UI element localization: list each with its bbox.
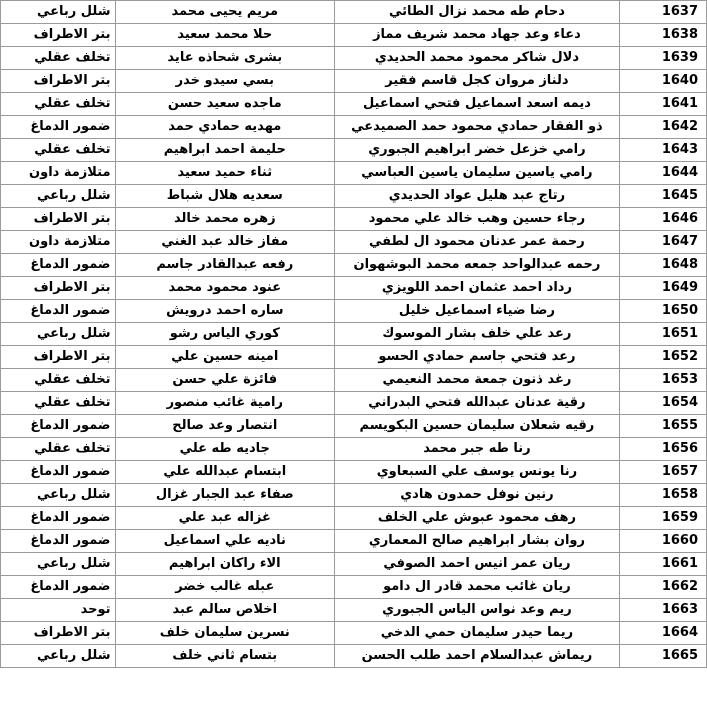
mother-name-cell: عبله غالب خضر xyxy=(115,576,335,599)
table-row xyxy=(1,47,707,70)
condition-cell: تخلف عقلي xyxy=(1,93,116,116)
mother-name-cell: ابتسام عبدالله علي xyxy=(115,461,335,484)
table-row xyxy=(1,300,707,323)
condition-cell: توحد xyxy=(1,599,116,622)
mother-name-cell: رفعه عبدالقادر جاسم xyxy=(115,254,335,277)
condition-cell: تخلف عقلي xyxy=(1,392,116,415)
full-name-cell: رتاج عبد هليل عواد الحديدي xyxy=(335,185,620,208)
record-number-cell: 1639 xyxy=(619,47,706,70)
mother-name-cell: ناديه علي اسماعيل xyxy=(115,530,335,553)
full-name-cell: رنا طه جبر محمد xyxy=(335,438,620,461)
table-row xyxy=(1,369,707,392)
table-row xyxy=(1,277,707,300)
mother-name-cell: سعديه هلال شباط xyxy=(115,185,335,208)
full-name-cell: دحام طه محمد نزال الطائي xyxy=(335,1,620,24)
full-name-cell: رحمه عبدالواحد جمعه محمد البوشهوان xyxy=(335,254,620,277)
full-name-cell: رنين نوفل حمدون هادي xyxy=(335,484,620,507)
record-number-cell: 1662 xyxy=(619,576,706,599)
mother-name-cell: انتصار وعد صالح xyxy=(115,415,335,438)
mother-name-cell: مهديه حمادي حمد xyxy=(115,116,335,139)
record-number-cell: 1642 xyxy=(619,116,706,139)
records-table-body xyxy=(1,1,707,668)
mother-name-cell: بسي سيدو خدر xyxy=(115,70,335,93)
full-name-cell: دلال شاكر محمود محمد الحديدي xyxy=(335,47,620,70)
table-row xyxy=(1,484,707,507)
full-name-cell: رداد احمد عثمان احمد اللويزي xyxy=(335,277,620,300)
table-row xyxy=(1,507,707,530)
condition-cell: ضمور الدماغ xyxy=(1,116,116,139)
condition-cell: ضمور الدماغ xyxy=(1,576,116,599)
record-number-cell: 1660 xyxy=(619,530,706,553)
condition-cell: شلل رباعي xyxy=(1,323,116,346)
table-row xyxy=(1,208,707,231)
record-number-cell: 1649 xyxy=(619,277,706,300)
full-name-cell: ريما حيدر سليمان حمي الدخي xyxy=(335,622,620,645)
full-name-cell: ريم وعد نواس الياس الجبوري xyxy=(335,599,620,622)
table-row xyxy=(1,116,707,139)
condition-cell: متلازمة داون xyxy=(1,231,116,254)
condition-cell: تخلف عقلي xyxy=(1,47,116,70)
condition-cell: ضمور الدماغ xyxy=(1,507,116,530)
full-name-cell: رنا يونس يوسف علي السبعاوي xyxy=(335,461,620,484)
record-number-cell: 1655 xyxy=(619,415,706,438)
full-name-cell: رغد ذنون جمعة محمد النعيمي xyxy=(335,369,620,392)
condition-cell: بتر الاطراف xyxy=(1,346,116,369)
mother-name-cell: ثناء حميد سعيد xyxy=(115,162,335,185)
record-number-cell: 1654 xyxy=(619,392,706,415)
full-name-cell: رحمة عمر عدنان محمود ال لطفي xyxy=(335,231,620,254)
record-number-cell: 1663 xyxy=(619,599,706,622)
record-number-cell: 1659 xyxy=(619,507,706,530)
mother-name-cell: جاديه طه علي xyxy=(115,438,335,461)
mother-name-cell: حلا محمد سعيد xyxy=(115,24,335,47)
table-row xyxy=(1,461,707,484)
condition-cell: ضمور الدماغ xyxy=(1,461,116,484)
full-name-cell: رعد فتحي جاسم حمادي الحسو xyxy=(335,346,620,369)
table-row xyxy=(1,24,707,47)
mother-name-cell: امينه حسين علي xyxy=(115,346,335,369)
record-number-cell: 1645 xyxy=(619,185,706,208)
mother-name-cell: ماجده سعيد حسن xyxy=(115,93,335,116)
full-name-cell: روان بشار ابراهيم صالح المعماري xyxy=(335,530,620,553)
table-row xyxy=(1,323,707,346)
table-row xyxy=(1,645,707,668)
table-row xyxy=(1,185,707,208)
record-number-cell: 1641 xyxy=(619,93,706,116)
full-name-cell: رجاء حسين وهب خالد علي محمود xyxy=(335,208,620,231)
condition-cell: بتر الاطراف xyxy=(1,208,116,231)
condition-cell: بتر الاطراف xyxy=(1,622,116,645)
full-name-cell: ريان عمر انيس احمد الصوفي xyxy=(335,553,620,576)
record-number-cell: 1637 xyxy=(619,1,706,24)
full-name-cell: ريان غائب محمد قادر ال دامو xyxy=(335,576,620,599)
record-number-cell: 1646 xyxy=(619,208,706,231)
condition-cell: بتر الاطراف xyxy=(1,277,116,300)
record-number-cell: 1653 xyxy=(619,369,706,392)
table-row xyxy=(1,93,707,116)
mother-name-cell: ساره احمد درويش xyxy=(115,300,335,323)
condition-cell: ضمور الدماغ xyxy=(1,300,116,323)
record-number-cell: 1640 xyxy=(619,70,706,93)
full-name-cell: ذو الفقار حمادي محمود حمد الصميدعي xyxy=(335,116,620,139)
table-row xyxy=(1,622,707,645)
table-row xyxy=(1,415,707,438)
full-name-cell: دلناز مروان كجل قاسم فقير xyxy=(335,70,620,93)
mother-name-cell: مريم يحيى محمد xyxy=(115,1,335,24)
table-row xyxy=(1,231,707,254)
mother-name-cell: صفاء عبد الجبار غزال xyxy=(115,484,335,507)
condition-cell: ضمور الدماغ xyxy=(1,254,116,277)
full-name-cell: رقيه شعلان سليمان حسين البكويسم xyxy=(335,415,620,438)
condition-cell: تخلف عقلي xyxy=(1,139,116,162)
table-row xyxy=(1,346,707,369)
record-number-cell: 1652 xyxy=(619,346,706,369)
mother-name-cell: الاء راكان ابراهيم xyxy=(115,553,335,576)
record-number-cell: 1651 xyxy=(619,323,706,346)
condition-cell: بتر الاطراف xyxy=(1,24,116,47)
mother-name-cell: حليمة احمد ابراهيم xyxy=(115,139,335,162)
full-name-cell: رهف محمود عبوش علي الخلف xyxy=(335,507,620,530)
table-row xyxy=(1,392,707,415)
full-name-cell: ريماش عبدالسلام احمد طلب الحسن xyxy=(335,645,620,668)
record-number-cell: 1650 xyxy=(619,300,706,323)
condition-cell: تخلف عقلي xyxy=(1,369,116,392)
record-number-cell: 1648 xyxy=(619,254,706,277)
table-row xyxy=(1,254,707,277)
record-number-cell: 1661 xyxy=(619,553,706,576)
record-number-cell: 1664 xyxy=(619,622,706,645)
table-row xyxy=(1,530,707,553)
record-number-cell: 1647 xyxy=(619,231,706,254)
condition-cell: شلل رباعي xyxy=(1,553,116,576)
record-number-cell: 1656 xyxy=(619,438,706,461)
mother-name-cell: مفاز خالد عبد الغني xyxy=(115,231,335,254)
full-name-cell: رامي خزعل خضر ابراهيم الجبوري xyxy=(335,139,620,162)
condition-cell: شلل رباعي xyxy=(1,484,116,507)
condition-cell: شلل رباعي xyxy=(1,185,116,208)
record-number-cell: 1643 xyxy=(619,139,706,162)
record-number-cell: 1638 xyxy=(619,24,706,47)
mother-name-cell: كوري الياس رشو xyxy=(115,323,335,346)
condition-cell: متلازمة داون xyxy=(1,162,116,185)
table-row xyxy=(1,438,707,461)
full-name-cell: رقية عدنان عبدالله فتحي البدراني xyxy=(335,392,620,415)
table-row xyxy=(1,1,707,24)
full-name-cell: رضا ضياء اسماعيل خليل xyxy=(335,300,620,323)
condition-cell: شلل رباعي xyxy=(1,645,116,668)
record-number-cell: 1658 xyxy=(619,484,706,507)
table-row xyxy=(1,599,707,622)
table-row xyxy=(1,553,707,576)
mother-name-cell: رامية غائب منصور xyxy=(115,392,335,415)
mother-name-cell: عنود محمود محمد xyxy=(115,277,335,300)
condition-cell: بتر الاطراف xyxy=(1,70,116,93)
full-name-cell: رامي ياسين سليمان ياسين العباسي xyxy=(335,162,620,185)
condition-cell: شلل رباعي xyxy=(1,1,116,24)
table-row xyxy=(1,162,707,185)
mother-name-cell: بتسام ثاني خلف xyxy=(115,645,335,668)
record-number-cell: 1665 xyxy=(619,645,706,668)
table-row xyxy=(1,70,707,93)
full-name-cell: رعد علي خلف بشار الموسوك xyxy=(335,323,620,346)
full-name-cell: ديمه اسعد اسماعيل فتحي اسماعيل xyxy=(335,93,620,116)
mother-name-cell: اخلاص سالم عبد xyxy=(115,599,335,622)
mother-name-cell: زهره محمد خالد xyxy=(115,208,335,231)
table-row xyxy=(1,576,707,599)
mother-name-cell: غزاله عبد علي xyxy=(115,507,335,530)
record-number-cell: 1644 xyxy=(619,162,706,185)
condition-cell: ضمور الدماغ xyxy=(1,530,116,553)
record-number-cell: 1657 xyxy=(619,461,706,484)
table-row xyxy=(1,139,707,162)
mother-name-cell: بشرى شحاذه عايد xyxy=(115,47,335,70)
mother-name-cell: نسرين سليمان خلف xyxy=(115,622,335,645)
condition-cell: ضمور الدماغ xyxy=(1,415,116,438)
full-name-cell: دعاء وعد جهاد محمد شريف مماز xyxy=(335,24,620,47)
mother-name-cell: فائزة علي حسن xyxy=(115,369,335,392)
condition-cell: تخلف عقلي xyxy=(1,438,116,461)
